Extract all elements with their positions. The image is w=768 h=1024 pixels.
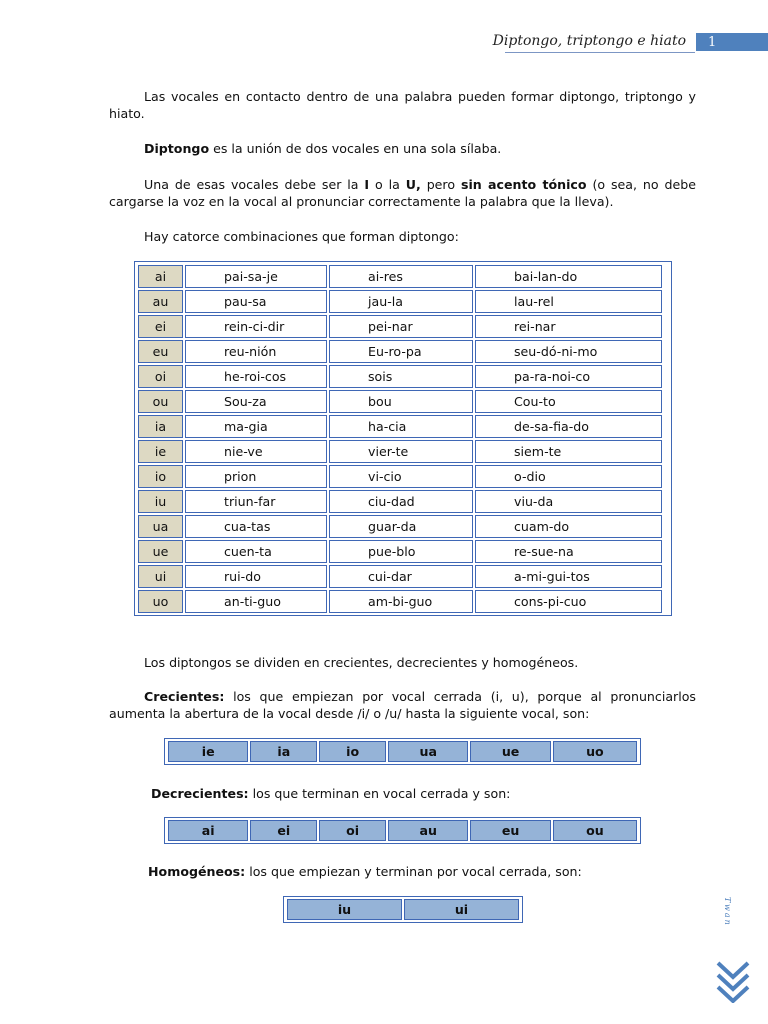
diphthong-table [134,261,672,616]
example-word-cell: lau-rel [475,290,662,313]
diphthong-cell: uo [138,590,183,613]
crecientes-table [164,738,641,765]
example-word-cell: vi-cio [329,465,473,488]
table-row [137,539,669,564]
decrecientes-item: eu [470,820,550,841]
example-word-cell: sois [329,365,473,388]
table-row [137,439,669,464]
table-row [137,289,669,314]
example-word-cell: re-sue-na [475,540,662,563]
example-word-cell: Cou-to [475,390,662,413]
example-word-cell: o-dio [475,465,662,488]
example-word-cell: an-ti-guo [185,590,327,613]
diphthong-cell: ue [138,540,183,563]
side-watermark: Twan [723,897,732,927]
diphthong-cell: ia [138,415,183,438]
decrecientes-item: ou [553,820,637,841]
page-number: 1 [696,33,768,51]
homogeneos-paragraph [148,863,708,880]
example-word-cell: siem-te [475,440,662,463]
example-word-cell: pau-sa [185,290,327,313]
crecientes-item: ia [250,741,317,762]
rule-bold-i: I [364,177,370,192]
example-word-cell: pei-nar [329,315,473,338]
header-title: Diptongo, triptongo e hiato [492,33,686,49]
rule-text-2: o la [369,177,406,192]
diphthong-cell: au [138,290,183,313]
crecientes-item: ie [168,741,248,762]
example-word-cell: prion [185,465,327,488]
example-word-cell: pai-sa-je [185,265,327,288]
homogeneos-item: ui [404,899,519,920]
example-word-cell: guar-da [329,515,473,538]
decrecientes-item: au [388,820,468,841]
rule-text-1: Una de esas vocales debe ser la [144,177,365,192]
table-row [137,339,669,364]
double-chevron-down-icon[interactable] [712,955,754,1003]
table-row [137,314,669,339]
rule-bold-accent: sin acento tónico [460,177,587,192]
example-word-cell: nie-ve [185,440,327,463]
rule-paragraph [109,176,696,210]
example-word-cell: pa-ra-noi-co [475,365,662,388]
header-divider [505,52,695,53]
example-word-cell: Sou-za [185,390,327,413]
example-word-cell: rei-nar [475,315,662,338]
crecientes-item: ue [470,741,550,762]
example-word-cell: cua-tas [185,515,327,538]
homogeneos-term: Homogéneos: [148,864,246,879]
example-word-cell: ciu-dad [329,490,473,513]
table-row [137,564,669,589]
table-row [137,589,669,614]
table-row [137,489,669,514]
crecientes-text: los que empiezan por vocal cerrada (i, u), porque al pronunciarlos aumenta la abertura de la vocal desde /i/ o /u/ hasta la siguiente vocal, son: [109,689,696,721]
example-word-cell: am-bi-guo [329,590,473,613]
decrecientes-paragraph [151,785,711,802]
diphthong-cell: ui [138,565,183,588]
diphthong-cell: ie [138,440,183,463]
example-word-cell: cuam-do [475,515,662,538]
homogeneos-table [283,896,523,923]
diphthong-cell: ou [138,390,183,413]
example-word-cell: a-mi-gui-tos [475,565,662,588]
example-word-cell: viu-da [475,490,662,513]
table-row [137,389,669,414]
example-word-cell: cui-dar [329,565,473,588]
decrecientes-item: oi [319,820,386,841]
diphthong-cell: io [138,465,183,488]
example-word-cell: jau-la [329,290,473,313]
example-word-cell: ma-gia [185,415,327,438]
example-word-cell: triun-far [185,490,327,513]
diphthong-cell: ua [138,515,183,538]
example-word-cell: reu-nión [185,340,327,363]
combinations-intro: Hay catorce combinaciones que forman diptongo: [144,229,459,244]
decrecientes-text: los que terminan en vocal cerrada y son: [248,786,511,801]
crecientes-term: Crecientes: [144,689,225,704]
diphthong-cell: oi [138,365,183,388]
crecientes-item: io [319,741,386,762]
example-word-cell: ha-cia [329,415,473,438]
example-word-cell: de-sa-fia-do [475,415,662,438]
decrecientes-item: ai [168,820,248,841]
example-word-cell: seu-dó-ni-mo [475,340,662,363]
crecientes-paragraph [109,688,696,722]
table-row [137,464,669,489]
example-word-cell: bou [329,390,473,413]
decrecientes-item: ei [250,820,317,841]
homogeneos-text: los que empiezan y terminan por vocal cerrada, son: [245,864,582,879]
decrecientes-table [164,817,641,844]
example-word-cell: ai-res [329,265,473,288]
definition-text: es la unión de dos vocales en una sola sílaba. [209,141,502,156]
intro-paragraph: Las vocales en contacto dentro de una palabra pueden formar diptongo, triptongo y hiato. [109,89,696,121]
example-word-cell: cons-pi-cuo [475,590,662,613]
division-paragraph: Los diptongos se dividen en crecientes, decrecientes y homogéneos. [144,655,579,670]
crecientes-item: ua [388,741,468,762]
example-word-cell: pue-blo [329,540,473,563]
table-row [137,514,669,539]
example-word-cell: vier-te [329,440,473,463]
diphthong-cell: ai [138,265,183,288]
table-row [137,264,669,289]
example-word-cell: he-roi-cos [185,365,327,388]
example-word-cell: rein-ci-dir [185,315,327,338]
table-row [137,414,669,439]
example-word-cell: bai-lan-do [475,265,662,288]
definition-term: Diptongo [144,141,210,156]
table-row [137,364,669,389]
decrecientes-term: Decrecientes: [151,786,249,801]
diphthong-cell: ei [138,315,183,338]
definition-paragraph [109,140,696,157]
crecientes-item: uo [553,741,637,762]
rule-bold-u: U, [405,177,421,192]
example-word-cell: cuen-ta [185,540,327,563]
rule-text-3: pero [420,177,461,192]
example-word-cell: rui-do [185,565,327,588]
rule-text-4: (o sea, no debe cargarse la voz en la vocal al pronunciar correctamente la palabra que la lleva). [109,177,696,209]
homogeneos-item: iu [287,899,402,920]
diphthong-cell: eu [138,340,183,363]
example-word-cell: Eu-ro-pa [329,340,473,363]
diphthong-cell: iu [138,490,183,513]
